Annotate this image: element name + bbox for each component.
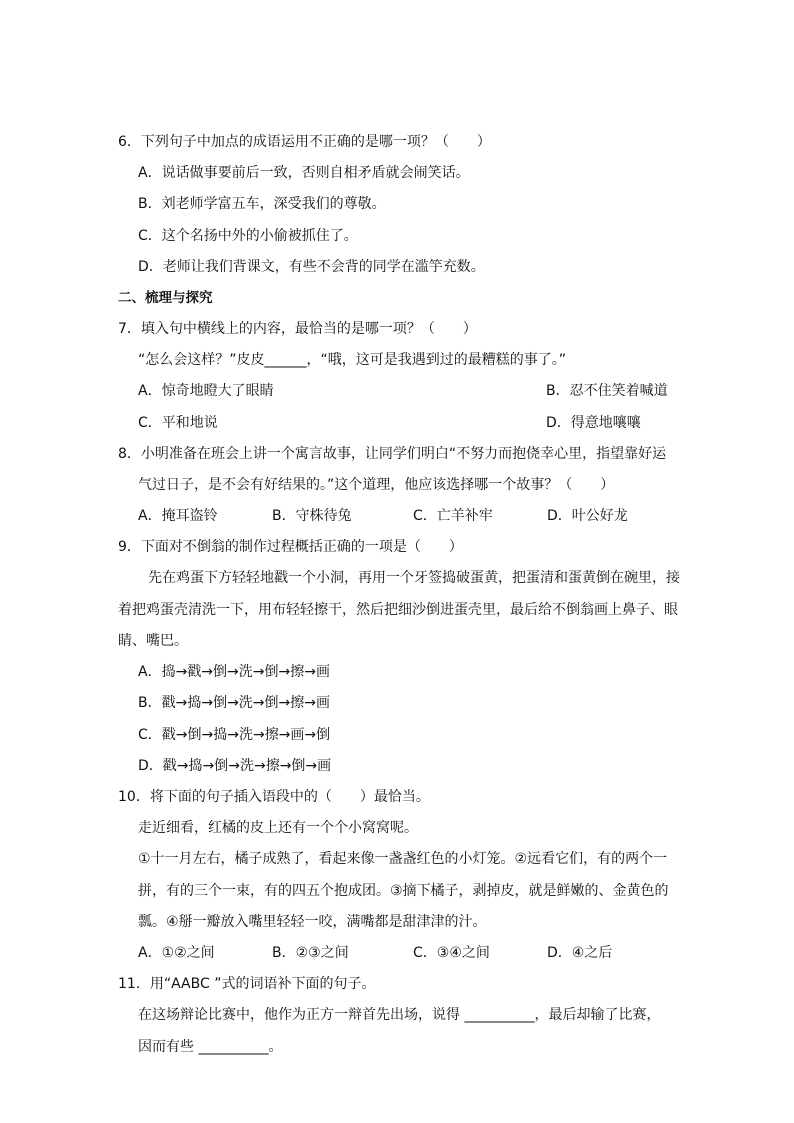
q7-option-b: B．忍不住笑着喊道 bbox=[546, 383, 668, 399]
q8-option-b: B．守株待兔 bbox=[272, 508, 352, 524]
q10-option-d: D．④之后 bbox=[547, 945, 613, 961]
q10-option-a: A．①②之间 bbox=[138, 945, 215, 961]
q9-option-a: A．捣→戳→倒→洗→倒→擦→画 bbox=[138, 664, 330, 680]
q6-option-b: B．刘老师学富五车，深受我们的尊敬。 bbox=[138, 196, 386, 212]
q9-passage-line1: 先在鸡蛋下方轻轻地戳一个小洞，再用一个牙签捣破蛋黄，把蛋清和蛋黄倒在碗里，接 bbox=[148, 570, 680, 586]
q11-line2: 因而有些 __________。 bbox=[138, 1039, 283, 1055]
q10-insert-sentence: 走近细看，红橘的皮上还有一个个小窝窝呢。 bbox=[138, 820, 418, 836]
q9-option-b: B．戳→捣→倒→洗→倒→擦→画 bbox=[138, 695, 330, 711]
q7-sentence: “怎么会这样？”皮皮______，“哦，这可是我遇到过的最糟糕的事了。” bbox=[138, 352, 567, 368]
q8-option-d: D．叶公好龙 bbox=[547, 508, 628, 524]
q7-option-c: C．平和地说 bbox=[138, 415, 218, 431]
q11-line1: 在这场辩论比赛中，他作为正方一辩首先出场，说得 __________，最后却输了比赛， bbox=[138, 1007, 661, 1023]
q7-stem: 7．填入句中横线上的内容，最恰当的是哪一项？（ ） bbox=[118, 321, 477, 337]
q9-option-d: D．戳→捣→倒→洗→擦→倒→画 bbox=[138, 758, 332, 774]
q6-stem: 6．下列句子中加点的成语运用不正确的是哪一项？（ ） bbox=[118, 134, 491, 150]
q10-passage-line1: ①十一月左右，橘子成熟了，看起来像一盏盏红色的小灯笼。②远看它们，有的两个一 bbox=[138, 851, 668, 867]
q9-stem: 9．下面对不倒翁的制作过程概括正确的一项是（ ） bbox=[118, 539, 463, 555]
q9-passage-line3: 睛、嘴巴。 bbox=[118, 633, 188, 649]
q10-stem: 10．将下面的句子插入语段中的（ ）最恰当。 bbox=[118, 789, 430, 805]
q6-option-c: C．这个名扬中外的小偷被抓住了。 bbox=[138, 228, 358, 244]
q8-options bbox=[138, 506, 628, 526]
q10-passage-line2: 拼，有的三个一束，有的四五个抱成团。③摘下橘子，剥掉皮，就是鲜嫩的、金黄色的 bbox=[138, 883, 669, 899]
q7-options-row2 bbox=[138, 413, 641, 433]
q10-options bbox=[138, 943, 613, 963]
q10-option-b: B．②③之间 bbox=[272, 945, 349, 961]
q6-option-a: A．说话做事要前后一致，否则自相矛盾就会闹笑话。 bbox=[138, 165, 470, 181]
q7-option-d: D．得意地嚷嚷 bbox=[546, 415, 641, 431]
q9-option-c: C．戳→倒→捣→洗→擦→画→倒 bbox=[138, 727, 331, 743]
q8-stem-line1: 8．小明准备在班会上讲一个寓言故事，让同学们明白“不努力而抱侥幸心里，指望靠好运 bbox=[118, 446, 667, 462]
q8-option-c: C．亡羊补牢 bbox=[413, 508, 493, 524]
section-heading: 二、梳理与探究 bbox=[118, 290, 213, 306]
q7-option-a: A．惊奇地瞪大了眼睛 bbox=[138, 383, 274, 399]
q8-stem-line2: 气过日子，是不会有好结果的。”这个道理，他应该选择哪一个故事？（ ） bbox=[138, 477, 615, 493]
q9-passage-line2: 着把鸡蛋壳清洗一下，用布轻轻擦干，然后把细沙倒进蛋壳里，最后给不倒翁画上鼻子、眼 bbox=[118, 602, 678, 618]
q7-options-row1 bbox=[138, 381, 668, 401]
q10-passage-line3: 瓢。④掰一瓣放入嘴里轻轻一咬，满嘴都是甜津津的汁。 bbox=[138, 914, 487, 930]
q6-option-d: D．老师让我们背课文，有些不会背的同学在滥竽充数。 bbox=[138, 259, 485, 275]
q11-stem: 11．用“AABC ”式的词语补下面的句子。 bbox=[118, 976, 376, 992]
q10-option-c: C．③④之间 bbox=[413, 945, 490, 961]
q8-option-a: A．掩耳盗铃 bbox=[138, 508, 218, 524]
